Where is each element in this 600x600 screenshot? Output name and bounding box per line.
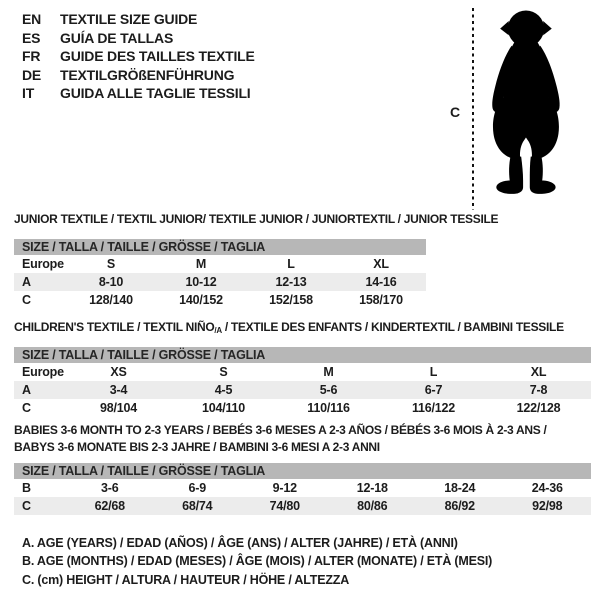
children-title-part: / TEXTILE DES ENFANTS / KINDERTEXTIL / BAMBINI TESSILE [221,320,564,334]
junior-size-table [14,239,426,309]
language-code: IT [22,85,35,102]
table-row-height [14,399,591,417]
table-row-height [14,291,426,309]
table-row-age [14,273,426,291]
age-cell: 4-5 [214,383,233,397]
age-cell: 6-7 [424,383,443,397]
age-cell: 10-12 [185,275,217,289]
row-label: A [22,275,31,289]
table-row-europe [14,363,591,381]
height-cell: 152/158 [269,293,313,307]
children-section-title [14,320,564,335]
size-cell: XL [373,257,389,271]
row-label: C [22,499,31,513]
row-label: C [22,293,31,307]
size-cell: S [219,365,228,379]
size-header-bar: SIZE / TALLA / TAILLE / GRÖSSE / TAGLIA [14,347,591,363]
age-cell: 3-4 [109,383,128,397]
language-code: DE [22,66,42,83]
size-header-bar: SIZE / TALLA / TAILLE / GRÖSSE / TAGLIA [14,463,591,479]
row-label: C [22,401,31,415]
height-cell: 74/80 [269,499,300,513]
language-row-es [22,29,255,48]
row-label: A [22,383,31,397]
language-code: ES [22,29,41,46]
table-row-europe [14,255,426,273]
age-cell: 6-9 [188,481,206,495]
toddler-silhouette-icon [482,4,568,208]
language-title: GUIDE DES TAILLES TEXTILE [60,48,255,65]
language-row-de [22,66,255,85]
table-row-age-months [14,479,591,497]
height-cell: 98/104 [99,401,138,415]
size-cell: S [106,257,116,271]
language-code: FR [22,48,41,65]
height-cell: 116/122 [411,401,456,415]
babies-title-line1: BABIES 3-6 MONTH TO 2-3 YEARS / BEBÉS 3-6 MESES A 2-3 AÑOS / BÉBÉS 3-6 MOIS À 2-3 ANS / [14,423,547,437]
size-cell: M [323,365,334,379]
children-title-subscript: /A [214,326,222,335]
height-cell: 110/116 [307,401,350,415]
age-cell: 3-6 [101,481,119,495]
language-title: TEXTILE SIZE GUIDE [60,11,198,28]
junior-section-title: JUNIOR TEXTILE / TEXTIL JUNIOR/ TEXTILE JUNIOR / JUNIORTEXTIL / JUNIOR TESSILE [14,212,499,226]
size-cell: L [429,365,438,379]
table-row-age [14,381,591,399]
height-cell: 92/98 [532,499,563,513]
age-cell: 18-24 [444,481,476,495]
age-cell: 12-13 [275,275,307,289]
height-measure-dashed-line [472,8,474,210]
height-cell: 86/92 [444,499,475,513]
age-cell: 24-36 [531,481,563,495]
size-cell: M [195,257,207,271]
height-cell: 80/86 [357,499,388,513]
age-cell: 12-18 [356,481,388,495]
size-cell: XS [110,365,127,379]
height-cell: 122/128 [516,401,561,415]
language-title: GUÍA DE TALLAS [60,29,174,46]
language-title: TEXTILGRÖßENFÜHRUNG [60,66,235,83]
size-cell: XL [530,365,547,379]
babies-size-table [14,463,591,515]
height-cell: 158/170 [359,293,403,307]
children-title-part: CHILDREN'S TEXTILE / TEXTIL NIÑO [14,320,215,334]
language-row-it [22,84,255,103]
size-header-bar: SIZE / TALLA / TAILLE / GRÖSSE / TAGLIA [14,239,426,255]
babies-section-title [14,422,546,456]
legend-line-b: B. AGE (MONTHS) / EDAD (MESES) / ÂGE (MOIS) / ALTER (MONATE) / ETÀ (MESI) [22,554,493,569]
age-cell: 7-8 [529,383,548,397]
height-cell: 68/74 [182,499,213,513]
size-cell: L [287,257,295,271]
children-size-table [14,347,591,417]
age-cell: 8-10 [98,275,124,289]
row-label: Europe [22,257,64,271]
age-cell: 14-16 [365,275,397,289]
legend-line-a: A. AGE (YEARS) / EDAD (AÑOS) / ÂGE (ANS) / ALTER (JAHRE) / ETÀ (ANNI) [22,536,458,550]
language-title-list [22,10,255,103]
age-cell: 5-6 [319,383,338,397]
row-label: B [22,481,31,495]
legend-line-c: C. (cm) HEIGHT / ALTURA / HAUTEUR / HÖHE / ALTEZZA [22,572,350,587]
babies-title-line2: BABYS 3-6 MONATE BIS 2-3 JAHRE / BAMBINI 3-6 MESI A 2-3 ANNI [14,440,380,454]
language-title: GUIDA ALLE TAGLIE TESSILI [60,85,251,102]
measurement-legend [22,536,492,591]
height-cell: 62/68 [94,499,125,513]
height-measure-label: C [450,104,460,120]
height-cell: 104/110 [201,401,246,415]
height-cell: 128/140 [89,293,133,307]
table-row-height [14,497,591,515]
age-cell: 9-12 [272,481,297,495]
language-code: EN [22,11,42,28]
language-row-fr [22,47,255,66]
row-label: Europe [22,365,64,379]
height-cell: 140/152 [179,293,223,307]
language-row-en [22,10,255,29]
